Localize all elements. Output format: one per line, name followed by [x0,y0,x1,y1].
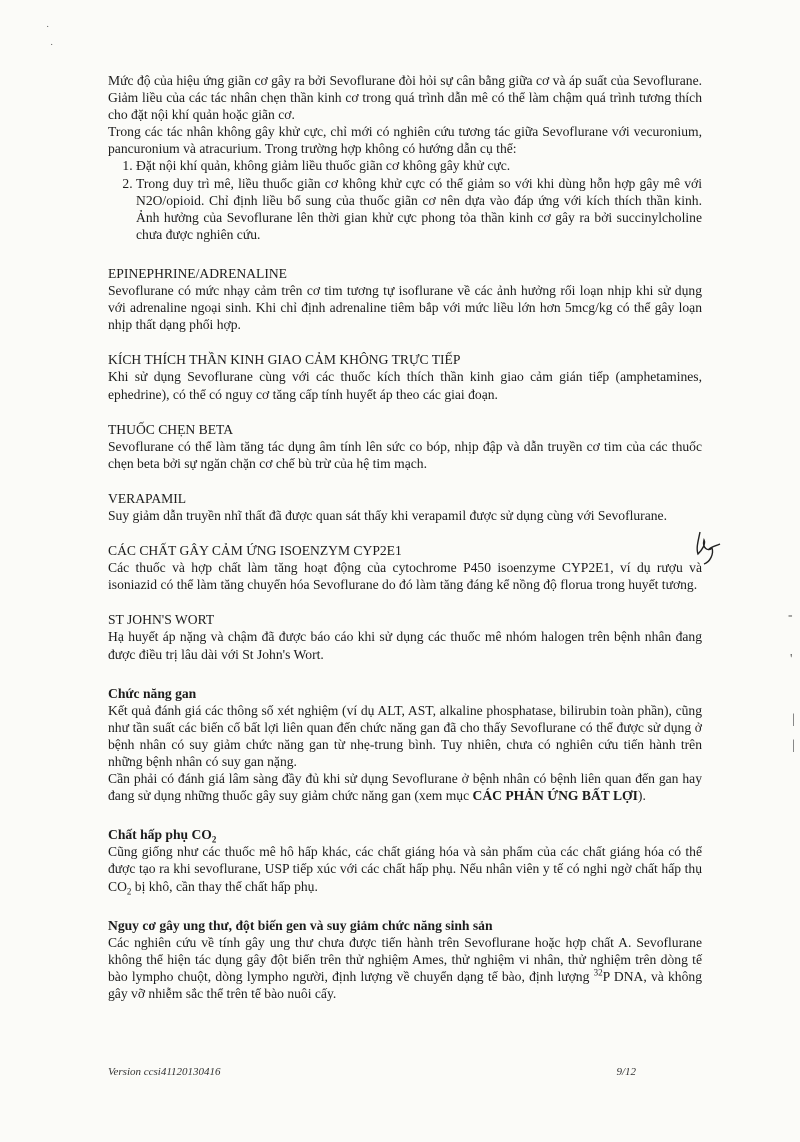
section-carcinogenicity [108,917,702,1002]
section-text: Các nghiên cứu về tính gây ung thư chưa được tiến hành trên Sevoflurane hoặc hợp chất A. Sevoflurane không thể hiện tác dụng gây đột biến trên thử nghiệm Ames, thử nghiệm vi nhân, thử nghiệm trên dòng tế bào lympho chuột, dòng lympho người, định lượng về chuyển dạng tế bào, định lượng $^{32}$P DNA, và không gây vỡ nhiễm sắc thể trên tế bào nuôi cấy. [108,934,702,1002]
section-title: VERAPAMIL [108,490,187,506]
scan-mark: - [788,607,793,622]
cross-reference: CÁC PHẢN ỨNG BẤT LỢI [472,788,638,804]
section-text: Kết quả đánh giá các thông số xét nghiệm (ví dụ ALT, AST, alkaline phosphatase, bilirubin toàn phần), cũng như tần suất các biến cố bất lợi liên quan đến chức năng gan đã cho thấy Sevoflurane có thể được sử dụng ở bệnh nhân có suy giảm chức năng gan từ nhẹ-trung bình. Tuy nhiên, chưa có nghiên cứu tiến hành trên những bệnh nhân có suy gan nặng. [108,702,702,769]
section-text: Sevoflurane có thể làm tăng tác dụng âm tính lên sức co bóp, nhịp đập và dẫn truyền cơ tim của các thuốc chẹn beta bởi sự ngăn chặn cơ chế bù trừ của hệ tim mạch. [108,438,702,471]
section-st-johns-wort [108,611,702,662]
version-label: Version ccsi41120130416 [108,1066,221,1078]
instruction-list [108,157,702,242]
section-title: Chức năng gan [108,685,197,701]
section-text: Các thuốc và hợp chất làm tăng hoạt động của cytochrome P450 isoenzyme CYP2E1, ví dụ rượu và isoniazid có thể làm tăng chuyển hóa Sevoflurane do đó làm tăng đáng kể nồng độ florua trong huyết tương. [108,560,702,593]
section-title: CÁC CHẤT GÂY CẢM ỨNG ISOENZYM CYP2E1 [108,543,402,559]
section-cyp2e1 [108,542,702,593]
intro-block [108,72,702,243]
section-text: Cần phải có đánh giá lâm sàng đầy đủ khi sử dụng Sevoflurane ở bệnh nhân có bệnh liên quan đến gan hay đang sử dụng những thuốc gây suy giảm chức năng gan (xem mục CÁC PHẢN ỨNG BẤT LỢI). [108,771,702,804]
list-item: 1. Đặt nội khí quản, không giảm liều thuốc giãn cơ không gây khử cực. [136,157,702,174]
document-body [108,72,702,1020]
section-text: Hạ huyết áp nặng và chậm đã được báo cáo khi sử dụng các thuốc mê nhóm halogen trên bệnh nhân đang được điều trị lâu dài với St John's Wort. [108,629,702,662]
section-text: Khi sử dụng Sevoflurane cùng với các thuốc kích thích thần kinh giao cảm gián tiếp (amphetamines, ephedrine), có thể có nguy cơ tăng cấp tính huyết áp theo các giai đoạn. [108,369,702,402]
section-epinephrine [108,265,702,333]
section-text: Sevoflurane có mức nhạy cảm trên cơ tim tương tự isoflurane về các ảnh hưởng rối loạn nhịp khi sử dụng với adrenaline ngoại sinh. Khi chỉ định adrenaline tiêm bắp với mức liều lớn hơn 5mcg/kg có thể gây loạn nhịp thất dạng phối hợp. [108,283,702,333]
section-liver [108,685,702,805]
section-title: KÍCH THÍCH THẦN KINH GIAO CẢM KHÔNG TRỰC TIẾP [108,352,461,368]
page-footer [108,1064,636,1081]
scan-mark: ' [790,651,793,666]
scan-mark: ˙ [50,43,54,54]
section-title: Chất hấp phụ $CO_2$ [108,827,217,845]
section-beta-blocker [108,421,702,472]
section-title: Nguy cơ gây ung thư, đột biến gen và suy giảm chức năng sinh sản [108,917,493,933]
handwritten-initials [686,528,726,568]
intro-paragraph: Trong các tác nhân không gây khử cực, chỉ mới có nghiên cứu tương tác giữa Sevoflurane với vecuronium, pancuronium và atracurium. Trong trường hợp không có hướng dẫn cụ thể: [108,124,702,157]
intro-paragraph: Mức độ của hiệu ứng giãn cơ gây ra bởi Sevoflurane đòi hỏi sự cân bằng giữa cơ và áp suất của Sevoflurane. Giảm liều của các tác nhân chẹn thần kinh cơ trong quá trình dẫn mê có thể làm chậm quá trình tương thích cho đặt nội khí quản hoặc giãn cơ. [108,73,702,123]
list-item: 2. Trong duy trì mê, liều thuốc giãn cơ không khử cực có thể giảm so với khi dùng hỗn hợp gây mê với N2O/opioid. Chỉ định liều bổ sung của thuốc giãn cơ nên dựa vào đáp ứng với kích thích thần kinh. Ảnh hưởng của Sevoflurane lên thời gian khử cực phong tỏa thần kinh cơ gây ra bởi succinylcholine chưa được nghiên cứu. [136,175,702,243]
section-title: THUỐC CHẸN BETA [108,421,234,437]
section-sympathomimetic [108,351,702,402]
section-verapamil [108,490,702,524]
section-title: ST JOHN'S WORT [108,612,215,628]
section-title: EPINEPHRINE/ADRENALINE [108,265,287,281]
scan-mark: ˙ [46,25,50,36]
section-text: Cũng giống như các thuốc mê hô hấp khác, các chất giáng hóa và sản phẩm của các chất giáng hóa có thể được tạo ra khi sevoflurane, USP tiếp xúc với các chất hấp phụ. Nếu nhân viên y tế có nghi ngờ chất hấp thụ $CO_2$ bị khô, cần thay thế chất hấp phụ. [108,844,702,897]
scan-mark: | [792,737,795,752]
section-text: Suy giảm dẫn truyền nhĩ thất đã được quan sát thấy khi verapamil được sử dụng cùng với Sevoflurane. [108,507,667,523]
section-co2 [108,826,702,897]
page-number: 9/12 [616,1066,636,1078]
scan-mark: | [792,711,795,726]
